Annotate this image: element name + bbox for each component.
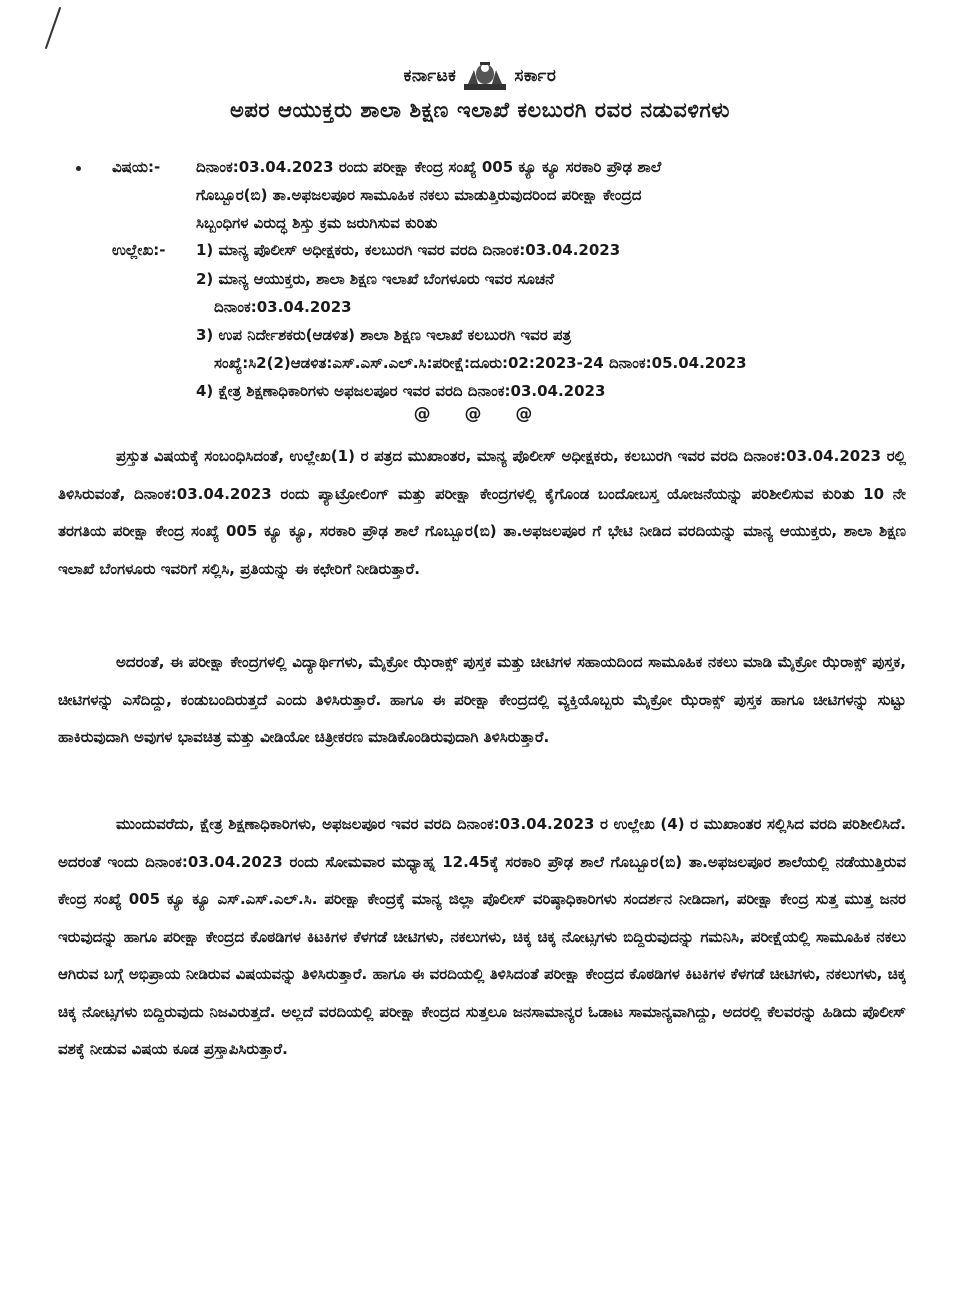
reference-line: ದಿನಾಂಕ:03.04.2023 (214, 298, 352, 316)
subject-line: ಗೊಬ್ಬೂರ(ಬಿ) ತಾ.ಅಫಜಲಪೂರ ಸಾಮೂಹಿಕ ನಕಲು ಮಾಡುತ್ತಿರುವುದರಿಂದ ಪರೀಕ್ಷಾ ಕೇಂದ್ರದ (196, 186, 642, 204)
government-word: ಸರ್ಕಾರ (514, 66, 557, 86)
reference-line: 4) ಕ್ಷೇತ್ರ ಶಿಕ್ಷಣಾಧಿಕಾರಿಗಳು ಅಫಜಲಪೂರ ಇವರ ವರದಿ ದಿನಾಂಕ:03.04.2023 (196, 382, 606, 400)
government-header (0, 56, 960, 96)
subject-line: ಸಿಬ್ಬಂಧಿಗಳ ವಿರುದ್ಧ ಶಿಸ್ತು ಕ್ರಮ ಜರುಗಿಸುವ ಕುರಿತು (196, 214, 438, 232)
section-separator: @ @ @ (413, 404, 547, 424)
body-paragraph: ಮುಂದುವರೆದು, ಕ್ಷೇತ್ರ ಶಿಕ್ಷಣಾಧಿಕಾರಿಗಳು, ಅಫಜಲಪೂರ ಇವರ ವರದಿ ದಿನಾಂಕ:03.04.2023 ರ ಉಲ್ಲೇಖ (4) ರ ಮುಖಾಂತರ ಸಲ್ಲಿಸಿದ ವರದಿ ಪರಿಶೀಲಿಸಿದೆ. ಅದರಂತೆ ಇಂದು ದಿನಾಂಕ:03.04.2023 ರಂದು ಸೋಮವಾರ ಮಧ್ಯಾಹ್ನ 12.45ಕ್ಕೆ ಸರಕಾರಿ ಪ್ರೌಢ ಶಾಲೆ ಗೊಬ್ಬೂರ(ಬಿ) ತಾ.ಅಫಜಲಪೂರ ಶಾಲೆಯಲ್ಲಿ ನಡೆಯುತ್ತಿರುವ ಕೇಂದ್ರ ಸಂಖ್ಯೆ 005 ಕ್ಯೂ ಕ್ಯೂ ಎಸ್.ಎಸ್.ಎಲ್.ಸಿ. ಪರೀಕ್ಷಾ ಕೇಂದ್ರಕ್ಕೆ ಮಾನ್ಯ ಜಿಲ್ಲಾ ಪೊಲೀಸ್ ವರಿಷ್ಠಾಧಿಕಾರಿಗಳು ಸಂದರ್ಶನ ನೀಡಿದಾಗ, ಪರೀಕ್ಷಾ ಕೇಂದ್ರ ಸುತ್ತ ಮುತ್ತ ಜನರ ಇರುವುದನ್ನು ಹಾಗೂ ಪರೀಕ್ಷಾ ಕೇಂದ್ರದ ಕೊಠಡಿಗಳ ಕಿಟಕಿಗಳ ಕೆಳಗಡೆ ಚೀಟಿಗಳು, ನಕಲುಗಳು, ಚಿಕ್ಕ ಚಿಕ್ಕ ನೋಟ್ಸಗಳು ಬಿದ್ದಿರುವುದನ್ನು ಗಮನಿಸಿ, ಪರೀಕ್ಷೆಯಲ್ಲಿ ಸಾಮೂಹಿಕ ನಕಲು ಆಗಿರುವ ಬಗ್ಗೆ ಅಭಿಪ್ರಾಯ ನೀಡಿರುವ ವಿಷಯವನ್ನು ತಿಳಿಸಿರುತ್ತಾರೆ. ಹಾಗೂ ಈ ವರದಿಯಲ್ಲಿ ತಿಳಿಸಿದಂತೆ ಪರೀಕ್ಷಾ ಕೇಂದ್ರದ ಕೊಠಡಿಗಳ ಕಿಟಕಿಗಳ ಕೆಳಗಡೆ ಚೀಟಿಗಳು, ನಕಲುಗಳು, ಚಿಕ್ಕ ಚಿಕ್ಕ ನೋಟ್ಸಗಳು ಬಿದ್ದಿರುವುದು ನಿಜವಿರುತ್ತದೆ. ಅಲ್ಲದೆ ವರದಿಯಲ್ಲಿ ಪರೀಕ್ಷಾ ಕೇಂದ್ರದ ಸುತ್ತಲೂ ಜನಸಾಮಾನ್ಯರ ಓಡಾಟ ಸಾಮಾನ್ಯವಾಗಿದ್ದು, ಅದರಲ್ಲಿ ಕೆಲವರನ್ನು ಹಿಡಿದು ಪೊಲೀಸ್ ವಶಕ್ಕೆ ನೀಡುವ ವಿಷಯ ಕೂಡ ಪ್ರಸ್ತಾಪಿಸಿರುತ್ತಾರೆ. (58, 815, 906, 1058)
karnataka-emblem-icon (462, 58, 508, 94)
reference-line: 2) ಮಾನ್ಯ ಆಯುಕ್ತರು, ಶಾಲಾ ಶಿಕ್ಷಣ ಇಲಾಖೆ ಬೆಂಗಳೂರು ಇವರ ಸೂಚನೆ (196, 270, 555, 288)
reference-line: 3) ಉಪ ನಿರ್ದೇಶಕರು(ಆಡಳಿತ) ಶಾಲಾ ಶಿಕ್ಷಣ ಇಲಾಖೆ ಕಲಬುರಗಿ ಇವರ ಪತ್ರ (196, 326, 572, 344)
bullet-dot (76, 166, 81, 171)
office-title: ಅಪರ ಆಯುಕ್ತರು ಶಾಲಾ ಶಿಕ್ಷಣ ಇಲಾಖೆ ಕಲಬುರಗಿ ರವರ ನಡುವಳಿಗಳು (229, 98, 731, 122)
reference-line: ಸಂಖ್ಯೆ:ಸಿ2(2)ಆಡಳಿತ:ಎಸ್.ಎಸ್.ಎಲ್.ಸಿ:ಪರೀಕ್ಷೆ:ದೂರು:02:2023-24 ದಿನಾಂಕ:05.04.2023 (214, 354, 747, 372)
reference-label: ಉಲ್ಲೇಖ:- (112, 241, 166, 259)
reference-line: 1) ಮಾನ್ಯ ಪೊಲೀಸ್ ಅಧೀಕ್ಷಕರು, ಕಲಬುರಗಿ ಇವರ ವರದಿ ದಿನಾಂಕ:03.04.2023 (196, 241, 621, 259)
body-paragraph: ಅದರಂತೆ, ಈ ಪರೀಕ್ಷಾ ಕೇಂದ್ರಗಳಲ್ಲಿ ವಿದ್ಯಾರ್ಥಿಗಳು, ಮೈಕ್ರೋ ಝೆರಾಕ್ಸ್ ಪುಸ್ತಕ ಮತ್ತು ಚೀಟಿಗಳ ಸಹಾಯದಿಂದ ಸಾಮೂಹಿಕ ನಕಲು ಮಾಡಿ ಮೈಕ್ರೋ ಝೆರಾಕ್ಸ್ ಪುಸ್ತಕ, ಚೀಟಿಗಳನ್ನು ಎಸೆದಿದ್ದು, ಕಂಡುಬಂದಿರುತ್ತದೆ ಎಂದು ತಿಳಿಸಿರುತ್ತಾರೆ. ಹಾಗೂ ಈ ಪರೀಕ್ಷಾ ಕೇಂದ್ರದಲ್ಲಿ ವ್ಯಕ್ತಿಯೊಬ್ಬರು ಮೈಕ್ರೋ ಝೆರಾಕ್ಸ್ ಪುಸ್ತಕ ಹಾಗೂ ಚೀಟಿಗಳನ್ನು ಸುಟ್ಟು ಹಾಕಿರುವುದಾಗಿ ಅವುಗಳ ಭಾವಚಿತ್ರ ಮತ್ತು ವೀಡಿಯೋ ಚಿತ್ರೀಕರಣ ಮಾಡಿಕೊಂಡಿರುವುದಾಗಿ ತಿಳಿಸಿರುತ್ತಾರೆ. (58, 653, 906, 746)
pen-stroke-mark (40, 6, 64, 50)
state-name: ಕರ್ನಾಟಕ (403, 66, 457, 86)
body-paragraph: ಪ್ರಸ್ತುತ ವಿಷಯಕ್ಕೆ ಸಂಬಂಧಿಸಿದಂತೆ, ಉಲ್ಲೇಖ(1) ರ ಪತ್ರದ ಮುಖಾಂತರ, ಮಾನ್ಯ ಪೊಲೀಸ್ ಅಧೀಕ್ಷಕರು, ಕಲಬುರಗಿ ಇವರ ವರದಿ ದಿನಾಂಕ:03.04.2023 ರಲ್ಲಿ ತಿಳಿಸಿರುವಂತೆ, ದಿನಾಂಕ:03.04.2023 ರಂದು ಪ್ಯಾಟ್ರೋಲಿಂಗ್ ಮತ್ತು ಪರೀಕ್ಷಾ ಕೇಂದ್ರಗಳಲ್ಲಿ ಕೈಗೊಂಡ ಬಂದೋಬಸ್ತ ಯೋಜನೆಯನ್ನು ಪರಿಶೀಲಿಸುವ ಕುರಿತು 10 ನೇ ತರಗತಿಯ ಪರೀಕ್ಷಾ ಕೇಂದ್ರ ಸಂಖ್ಯೆ 005 ಕ್ಯೂ ಕ್ಯೂ, ಸರಕಾರಿ ಪ್ರೌಢ ಶಾಲೆ ಗೊಬ್ಬೂರ(ಬಿ) ತಾ.ಅಫಜಲಪೂರ ಗೆ ಭೇಟಿ ನೀಡಿದ ವರದಿಯನ್ನು ಮಾನ್ಯ ಆಯುಕ್ತರು, ಶಾಲಾ ಶಿಕ್ಷಣ ಇಲಾಖೆ ಬೆಂಗಳೂರು ಇವರಿಗೆ ಸಲ್ಲಿಸಿ, ಪ್ರತಿಯನ್ನು ಈ ಕಛೇರಿಗೆ ನೀಡಿರುತ್ತಾರೆ. (58, 447, 906, 578)
subject-line: ದಿನಾಂಕ:03.04.2023 ರಂದು ಪರೀಕ್ಷಾ ಕೇಂದ್ರ ಸಂಖ್ಯೆ 005 ಕ್ಯೂ ಕ್ಯೂ ಸರಕಾರಿ ಪ್ರೌಢ ಶಾಲೆ (196, 158, 662, 176)
subject-label: ವಿಷಯ:- (112, 158, 161, 176)
